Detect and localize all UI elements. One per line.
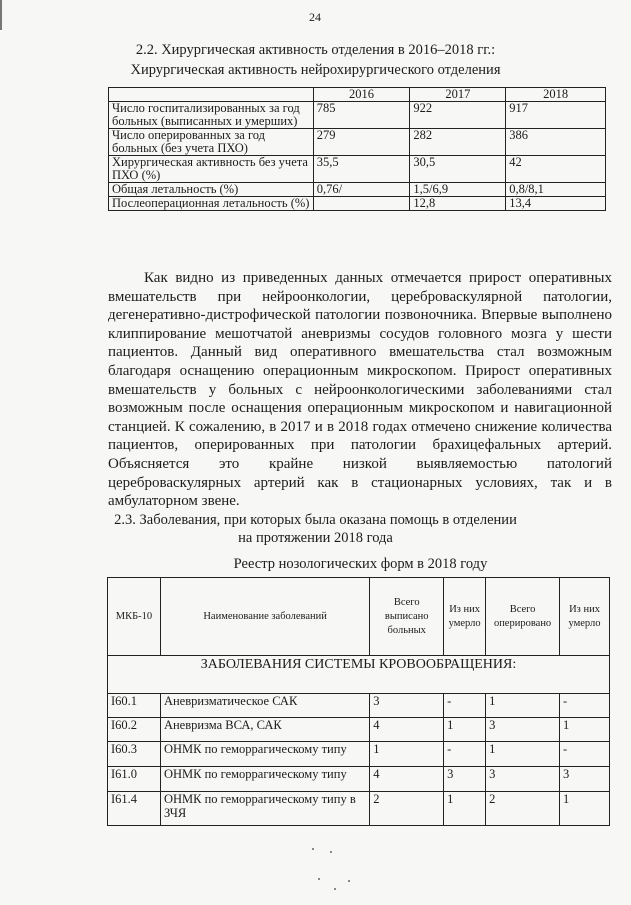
cell-name: ОНМК по геморрагическому типу bbox=[160, 767, 369, 792]
cell-2018: 917 bbox=[506, 102, 606, 129]
cell-name: ОНМК по геморрагическому типу bbox=[160, 742, 369, 767]
table-row bbox=[108, 742, 610, 767]
year-2016-header: 2016 bbox=[313, 88, 410, 102]
cell-operated: 2 bbox=[486, 792, 560, 826]
cell-total: 4 bbox=[370, 718, 444, 742]
row-label: Число оперированных за год больных (без учета ПХО) bbox=[109, 129, 314, 156]
table-row bbox=[108, 767, 610, 792]
page-number: 24 bbox=[309, 10, 321, 24]
cell-died: 1 bbox=[444, 718, 486, 742]
section-2-2-subtitle: Хирургическая активность нейрохирургического отделения bbox=[130, 62, 501, 78]
cell-2016: 35,5 bbox=[313, 156, 410, 183]
section-2-3-title: 2.3. Заболевания, при которых была оказана помощь в отделении bbox=[114, 512, 517, 528]
year-2018-header: 2018 bbox=[506, 88, 606, 102]
cell-op-died: 1 bbox=[560, 792, 610, 826]
cell-total: 2 bbox=[370, 792, 444, 826]
cell-2016: 785 bbox=[313, 102, 410, 129]
year-2017-header: 2017 bbox=[410, 88, 506, 102]
cell-2017: 12,8 bbox=[410, 197, 506, 211]
cell-total: 1 bbox=[370, 742, 444, 767]
cell-operated: 3 bbox=[486, 718, 560, 742]
cell-name: Аневризматическое САК bbox=[160, 694, 369, 718]
cell-name: ОНМК по геморрагическому типу в ЗЧЯ bbox=[160, 792, 369, 826]
table-row bbox=[109, 102, 606, 129]
registry-header-row bbox=[108, 578, 610, 656]
table-row bbox=[109, 183, 606, 197]
table-row bbox=[108, 792, 610, 826]
registry-title: Реестр нозологических форм в 2018 году bbox=[233, 556, 488, 572]
cell-2018: 13,4 bbox=[506, 197, 606, 211]
cell-total: 4 bbox=[370, 767, 444, 792]
row-label: Число госпитализированных за год больных (выписанных и умерших) bbox=[109, 102, 314, 129]
header-died: Из них умерло bbox=[444, 578, 486, 656]
table-header-row bbox=[109, 88, 606, 102]
cell-2018: 42 bbox=[506, 156, 606, 183]
cell-code: I61.4 bbox=[108, 792, 161, 826]
cell-died: - bbox=[444, 694, 486, 718]
cell-died: 1 bbox=[444, 792, 486, 826]
cell-op-died: 3 bbox=[560, 767, 610, 792]
scan-speck bbox=[318, 878, 320, 880]
cell-2017: 922 bbox=[410, 102, 506, 129]
table-row bbox=[109, 197, 606, 211]
table-row bbox=[109, 129, 606, 156]
header-mkb: МКБ-10 bbox=[108, 578, 161, 656]
cell-total: 3 bbox=[370, 694, 444, 718]
table-row bbox=[108, 694, 610, 718]
scan-speck bbox=[312, 848, 314, 850]
row-label: Хирургическая активность без учета ПХО (%) bbox=[109, 156, 314, 183]
cell-operated: 1 bbox=[486, 694, 560, 718]
cell-2018: 0,8/8,1 bbox=[506, 183, 606, 197]
section-row bbox=[108, 656, 610, 694]
cell-operated: 3 bbox=[486, 767, 560, 792]
cell-2017: 1,5/6,9 bbox=[410, 183, 506, 197]
cell-code: I60.3 bbox=[108, 742, 161, 767]
analysis-paragraph bbox=[108, 269, 612, 511]
cell-code: I60.1 bbox=[108, 694, 161, 718]
cell-2016: 279 bbox=[313, 129, 410, 156]
header-op-died: Из них умерло bbox=[560, 578, 610, 656]
header-operated: Всего оперировано bbox=[486, 578, 560, 656]
cell-2017: 30,5 bbox=[410, 156, 506, 183]
cell-op-died: - bbox=[560, 742, 610, 767]
table-row bbox=[108, 718, 610, 742]
section-2-2-title: 2.2. Хирургическая активность отделения в 2016–2018 гг.: bbox=[135, 42, 496, 58]
scan-speck bbox=[334, 888, 336, 890]
paragraph-text: Как видно из приведенных данных отмечается прирост оперативных вмешательств при нейроонкологии, цереброваскулярной патологии, дегенеративно-дистрофической патологии позвоночника. Впервые выполнено клиппирование мешотчатой аневризмы сосудов головного мозга у шести пациентов. Данный вид оперативного вмешательства стал возможным благодаря оснащению операционным микроскопом. Прирост оперативных вмешательств у больных с нейроонкологическими заболеваниями стал возможным после оснащения операционным микроскопом и навигационной станцией. К сожалению, в 2017 и в 2018 годах отмечено снижение количества пациентов, оперированных при патологии брахицефальных артерий. Объясняется это крайне низкой выявляемостью патологий цереброваскулярных артерий как в стационарных условиях, так и в амбулаторном звене. bbox=[108, 270, 612, 510]
header-disease-name: Наименование заболеваний bbox=[160, 578, 369, 656]
scan-speck bbox=[348, 880, 350, 882]
scan-speck bbox=[330, 851, 332, 853]
scan-edge-mark bbox=[0, 0, 2, 30]
cell-operated: 1 bbox=[486, 742, 560, 767]
surgical-activity-table bbox=[108, 87, 606, 211]
cell-2016: 0,76/ bbox=[313, 183, 410, 197]
cell-died: - bbox=[444, 742, 486, 767]
row-label: Послеоперационная летальность (%) bbox=[109, 197, 314, 211]
cell-name: Аневризма ВСА, САК bbox=[160, 718, 369, 742]
row-label: Общая летальность (%) bbox=[109, 183, 314, 197]
nosology-registry-table bbox=[107, 577, 610, 826]
table-corner-cell bbox=[109, 88, 314, 102]
cell-code: I61.0 bbox=[108, 767, 161, 792]
cell-code: I60.2 bbox=[108, 718, 161, 742]
cell-op-died: - bbox=[560, 694, 610, 718]
section-2-3-title-line2: на протяжении 2018 года bbox=[238, 530, 393, 546]
table-row bbox=[109, 156, 606, 183]
cell-op-died: 1 bbox=[560, 718, 610, 742]
section-label: ЗАБОЛЕВАНИЯ СИСТЕМЫ КРОВООБРАЩЕНИЯ: bbox=[108, 656, 610, 694]
cell-2016 bbox=[313, 197, 410, 211]
cell-2017: 282 bbox=[410, 129, 506, 156]
cell-2018: 386 bbox=[506, 129, 606, 156]
header-total-discharged: Всего выписано больных bbox=[370, 578, 444, 656]
cell-died: 3 bbox=[444, 767, 486, 792]
